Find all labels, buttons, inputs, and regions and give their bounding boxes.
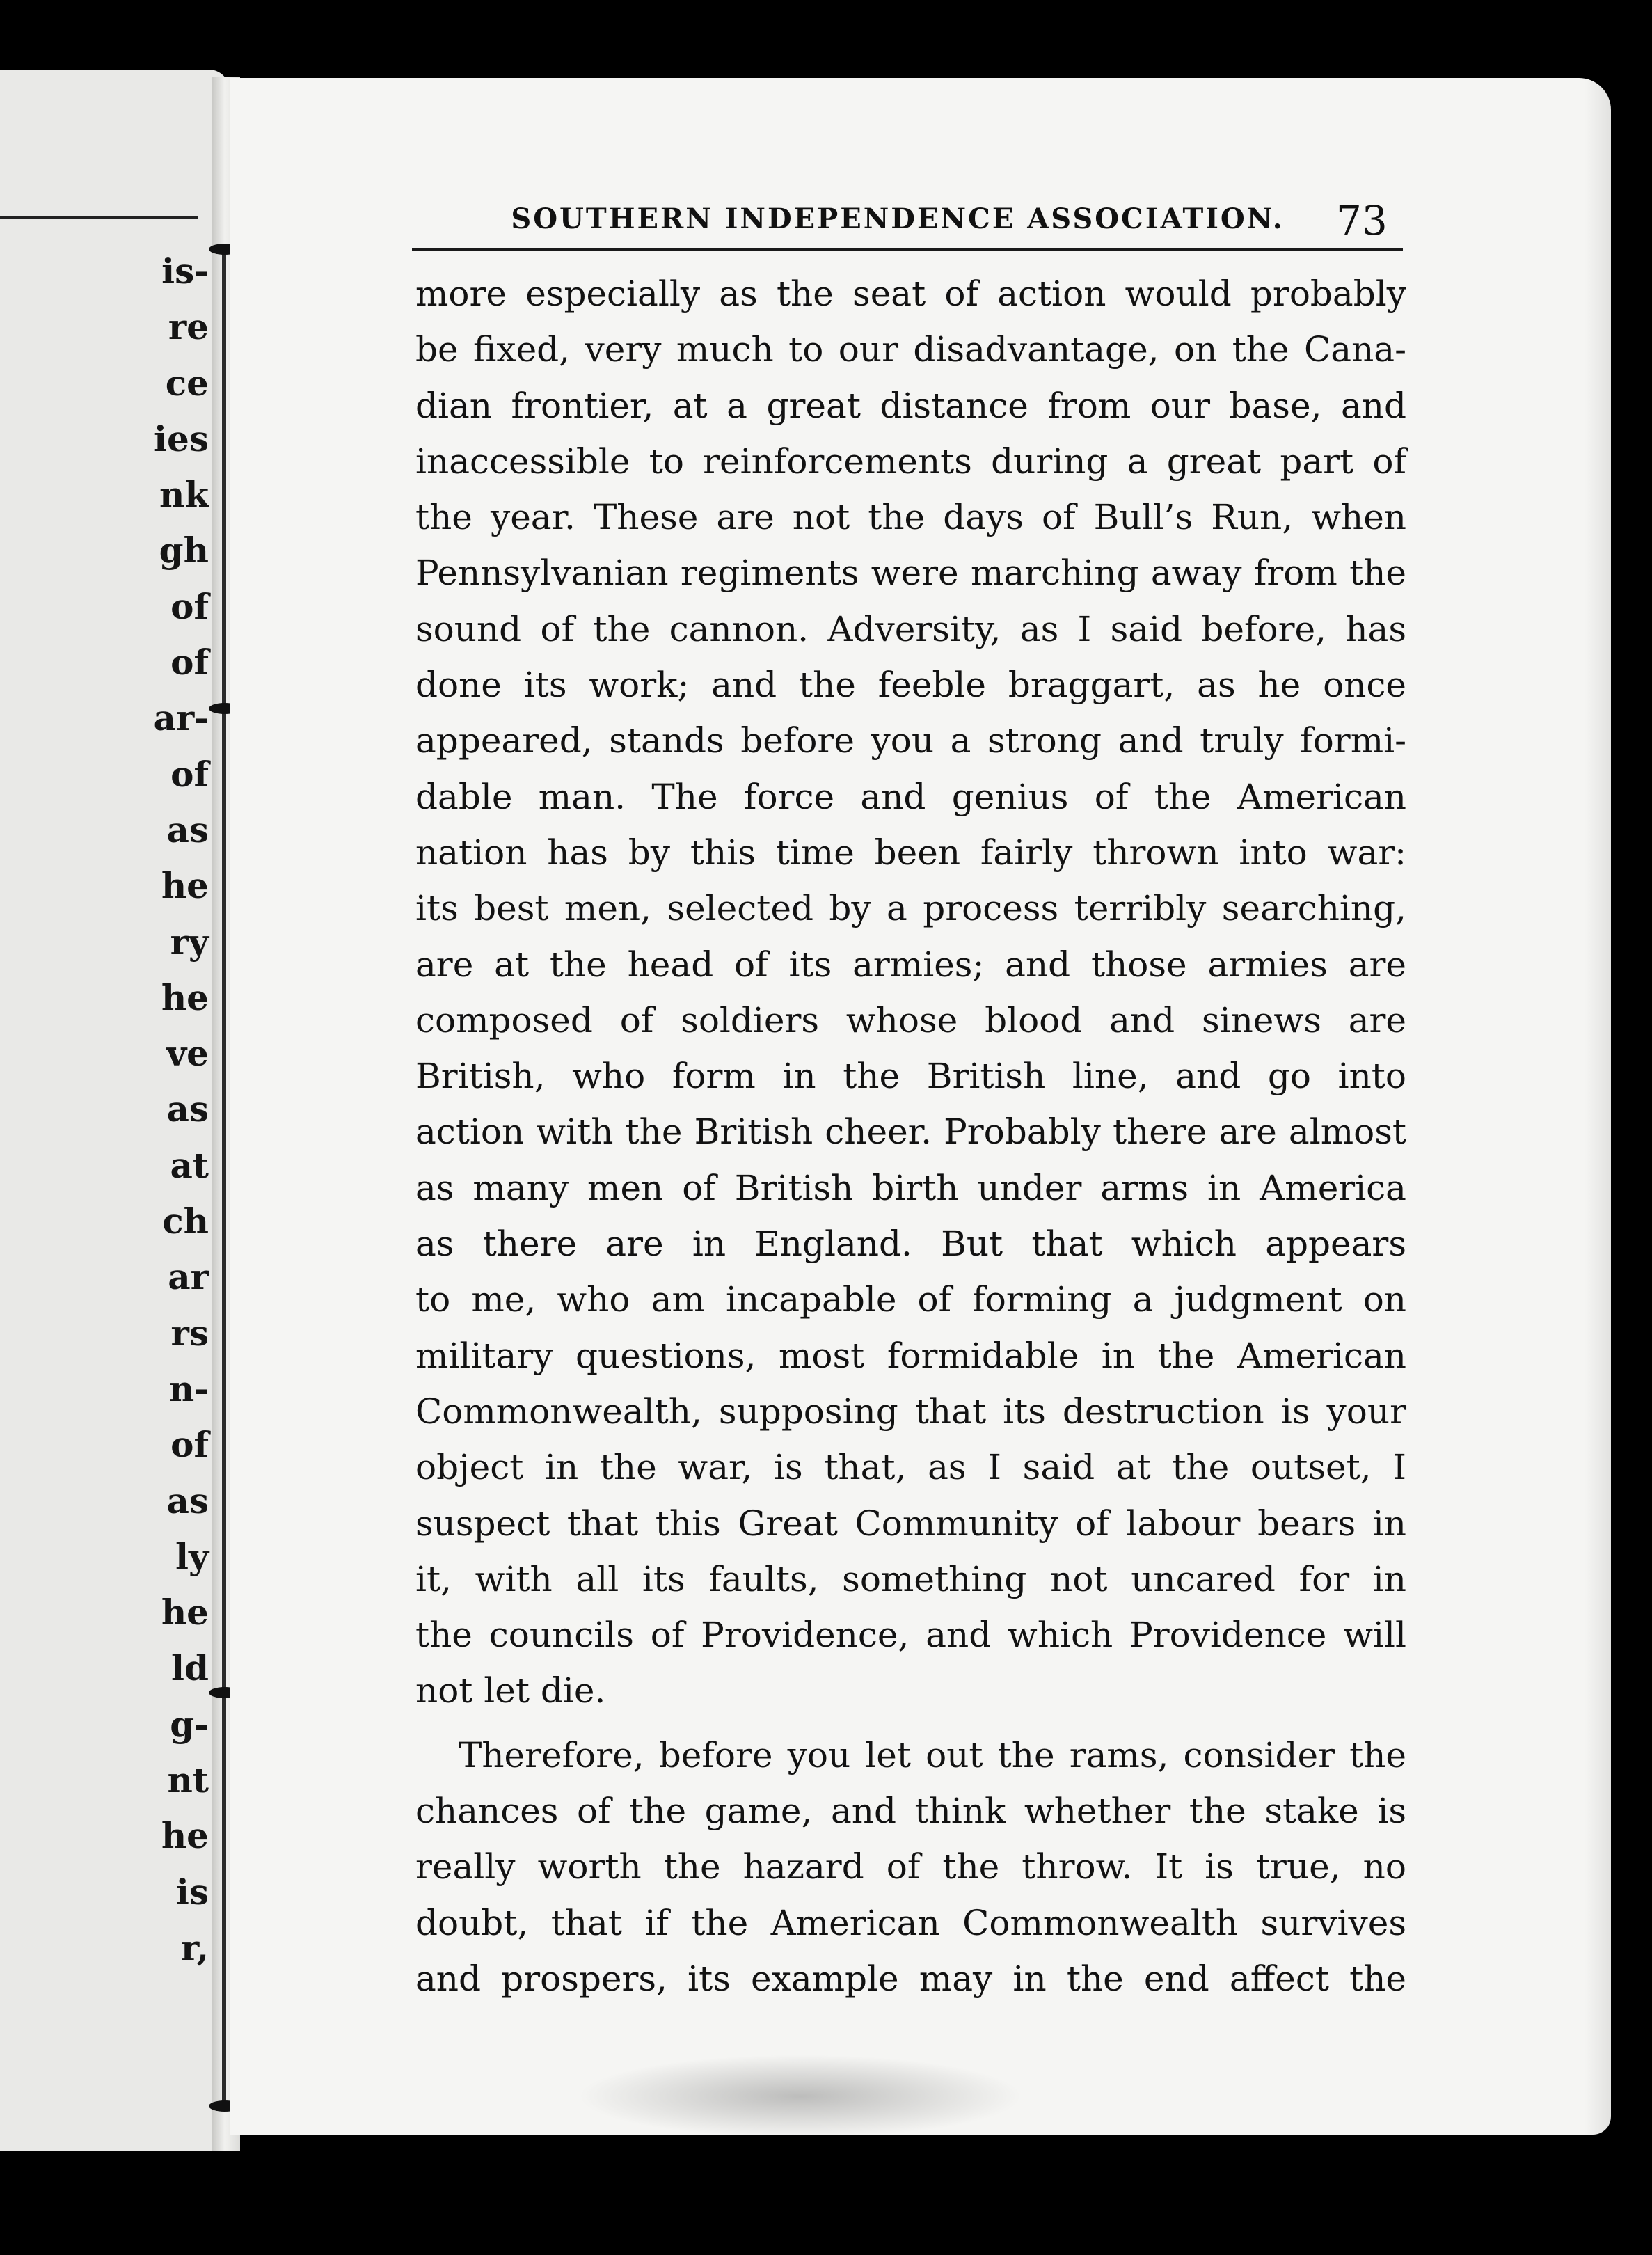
previous-page-line-endings: [0, 244, 209, 1976]
text-line: to me, who am incapable of forming a judgment on: [415, 1279, 1406, 1320]
text-line: Therefore, before you let out the rams, consider the: [459, 1734, 1406, 1775]
text-line: the councils of Providence, and which Providence will: [415, 1615, 1406, 1656]
previous-page-line-ending: of: [170, 753, 209, 795]
previous-page-line-ending: ies: [154, 418, 209, 459]
text-line: the year. These are not the days of Bull’s Run, when: [415, 497, 1406, 538]
text-line: dian frontier, at a great distance from our base, and: [415, 385, 1406, 426]
previous-page-line-ending: is-: [161, 251, 209, 292]
previous-page-line-ending: he: [161, 976, 209, 1018]
text-line: not let die.: [415, 1670, 606, 1711]
text-line: object in the war, is that, as I said at the outset, I: [415, 1447, 1406, 1488]
running-head-title: SOUTHERN INDEPENDENCE ASSOCIATION.: [511, 203, 1285, 235]
previous-page-line-ending: ar-: [153, 697, 209, 739]
previous-page-line-ending: ve: [166, 1033, 209, 1075]
text-line: more especially as the seat of action would probably: [415, 274, 1406, 314]
paragraph-gap: [415, 1719, 1406, 1727]
text-line: composed of soldiers whose blood and sinews are: [415, 999, 1406, 1041]
text-line: suspect that this Great Community of labour bears in: [415, 1503, 1406, 1544]
previous-page-line-ending: rs: [170, 1312, 209, 1354]
previous-page-edge: [0, 70, 230, 2151]
previous-page-line-ending: n-: [168, 1368, 209, 1409]
text-line: be fixed, very much to our disadvantage, on the Cana-: [415, 329, 1406, 370]
text-line: Pennsylvanian regiments were marching away from the: [415, 553, 1406, 594]
text-line: are at the head of its armies; and those armies are: [415, 944, 1406, 985]
previous-page-line-ending: is: [175, 1871, 209, 1913]
previous-page-line-ending: at: [170, 1144, 209, 1186]
paragraph: [415, 266, 1406, 1719]
text-line: chances of the game, and think whether the stake is: [415, 1791, 1406, 1832]
previous-page-line-ending: ly: [175, 1535, 209, 1577]
text-line: military questions, most formidable in the American: [415, 1335, 1406, 1376]
previous-page-line-ending: of: [170, 1424, 209, 1466]
previous-page-line-ending: as: [166, 1089, 209, 1130]
previous-page-line-ending: ce: [165, 362, 209, 404]
previous-page-line-ending: ld: [171, 1647, 209, 1689]
previous-page-line-ending: nt: [167, 1759, 209, 1801]
previous-page-line-ending: re: [168, 306, 209, 348]
previous-page-line-ending: g-: [170, 1703, 209, 1745]
previous-page-line-ending: ch: [162, 1201, 209, 1242]
text-line: British, who form in the British line, and go into: [415, 1056, 1406, 1097]
text-line: inaccessible to reinforcements during a great part of: [415, 441, 1406, 482]
previous-page-line-ending: as: [166, 809, 209, 850]
previous-page-line-ending: ar: [168, 1256, 209, 1298]
binding-thread: [222, 251, 226, 2109]
text-line: really worth the hazard of the throw. It is true, no: [415, 1846, 1406, 1888]
text-line: sound of the cannon. Adversity, as I said before, has: [415, 608, 1406, 649]
text-line: done its work; and the feeble braggart, as he once: [415, 665, 1406, 706]
previous-page-line-ending: as: [166, 1480, 209, 1521]
previous-page-line-ending: he: [161, 865, 209, 907]
running-head: [418, 195, 1406, 244]
previous-page-line-ending: of: [170, 585, 209, 627]
text-line: dable man. The force and genius of the American: [415, 776, 1406, 817]
previous-page-line-ending: nk: [159, 474, 209, 516]
text-line: its best men, selected by a process terribly searching,: [415, 888, 1406, 929]
text-line: and prospers, its example may in the end affect the: [415, 1958, 1406, 1999]
print-smudge: [578, 2055, 1023, 2135]
previous-page-line-ending: he: [161, 1815, 209, 1857]
page-edge-shade: [1585, 78, 1611, 2135]
text-line: as there are in England. But that which appears: [415, 1224, 1406, 1265]
text-line: nation has by this time been fairly thrown into war:: [415, 832, 1406, 873]
previous-page-header-rule: [0, 216, 198, 219]
page-number: 73: [1336, 197, 1388, 244]
text-line: doubt, that if the American Commonwealth survives: [415, 1902, 1406, 1943]
header-rule: [412, 248, 1403, 251]
text-line: appeared, stands before you a strong and truly formi-: [415, 720, 1406, 761]
previous-page-line-ending: of: [170, 642, 209, 683]
previous-page-line-ending: ry: [170, 921, 209, 963]
previous-page-line-ending: gh: [159, 530, 209, 571]
paragraph: [415, 1727, 1406, 2007]
text-line: as many men of British birth under arms in America: [415, 1167, 1406, 1208]
text-line: Commonwealth, supposing that its destruction is your: [415, 1391, 1406, 1432]
previous-page-line-ending: r,: [180, 1926, 209, 1968]
current-page: [230, 78, 1611, 2135]
previous-page-line-ending: he: [161, 1592, 209, 1633]
text-line: it, with all its faults, something not uncared for in: [415, 1558, 1406, 1599]
text-line: action with the British cheer. Probably there are almost: [415, 1111, 1406, 1153]
page-body: [415, 266, 1406, 2007]
